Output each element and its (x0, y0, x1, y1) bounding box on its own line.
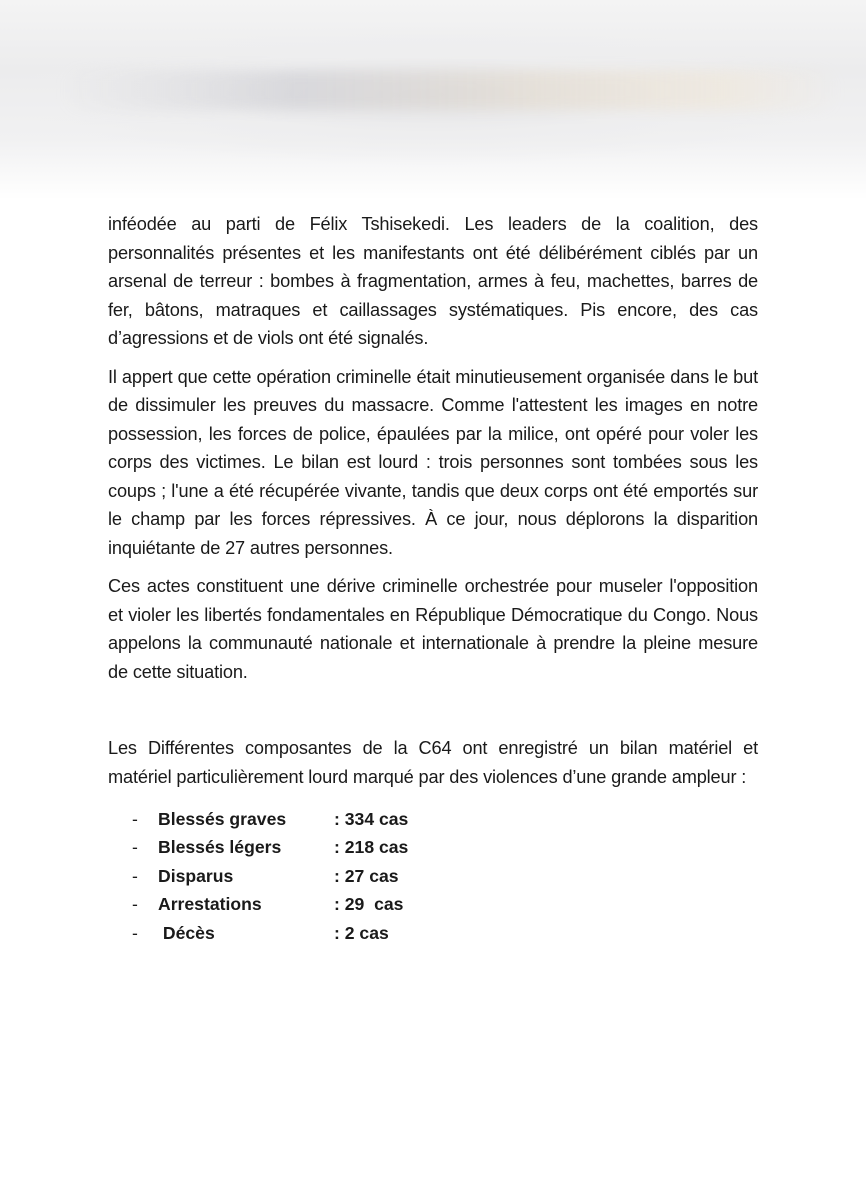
header-streak (60, 70, 840, 110)
paragraph-3: Ces actes constituent une dérive criminelle orchestrée pour museler l'opposition et violer les libertés fondamentales en République Démocratique du Congo. Nous appelons la communauté nationale et internationale à prendre la pleine mesure de cette situation. (108, 576, 758, 682)
list-dash: - (132, 809, 138, 829)
list-dash: - (132, 837, 138, 858)
list-item (108, 833, 758, 861)
list-label: Blessés légers (158, 837, 282, 858)
paragraph-2: Il appert que cette opération criminelle était minutieusement organisée dans le but de dissimuler les preuves du massacre. Comme l'attestent les images en notre possession, les forces de police, épaulées par la milice, ont opéré pour voler les corps des victimes. Le bilan est lourd : trois personnes sont tombées sous les coups ; l'une a été récupérée vivante, tandis que deux corps ont été emportés sur le champ par les forces répressives. À ce jour, nous déplorons la disparition inquiétante de 27 autres personnes. (108, 366, 758, 558)
list-dash: - (132, 865, 138, 886)
bilan-list (108, 805, 758, 947)
list-value: : 334 cas (334, 809, 409, 829)
list-label: Disparus (158, 865, 234, 886)
document-body (108, 210, 758, 965)
list-item (108, 890, 758, 918)
list-label: Blessés graves (158, 809, 287, 829)
list-item (108, 862, 758, 890)
list-label: Arrestations (158, 894, 262, 915)
list-value: : 2 cas (334, 922, 389, 943)
list-label: Décès (158, 922, 215, 943)
paragraph-4: Les Différentes composantes de la C64 ont enregistré un bilan matériel et matériel particulièrement lourd marqué par des violences d’une grande ampleur : (108, 738, 758, 787)
paragraph-1: inféodée au parti de Félix Tshisekedi. Les leaders de la coalition, des personnalités présentes et les manifestants ont été délibérément ciblés par un arsenal de terreur : bombes à fragmentation, armes à feu, machettes, barres de fer, bâtons, matraques et caillassages systématiques. Pis encore, des cas d’agressions et de viols ont été signalés. (108, 214, 758, 348)
list-value: : 29 cas (334, 894, 404, 915)
list-dash: - (132, 894, 138, 915)
list-value: : 218 cas (334, 837, 409, 858)
list-item (108, 805, 758, 833)
list-dash: - (132, 922, 138, 943)
blurred-header-image (0, 0, 866, 200)
list-item (108, 919, 758, 947)
list-value: : 27 cas (334, 865, 399, 886)
